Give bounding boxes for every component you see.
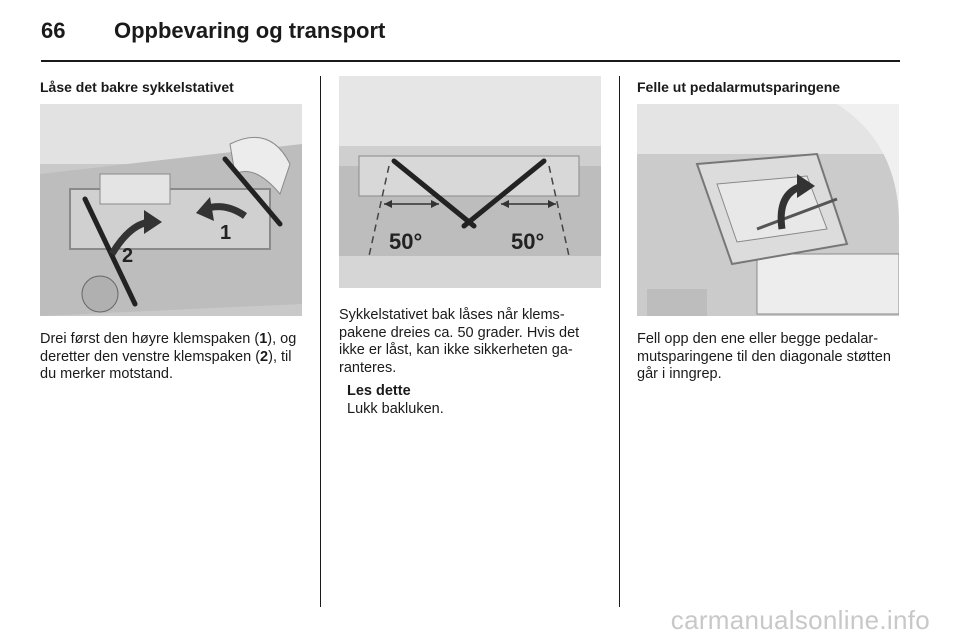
note-title: Les dette	[347, 383, 411, 399]
lever-angle-figure	[339, 76, 601, 288]
page-title: Oppbevaring og transport	[114, 18, 386, 43]
instruction-text: Sykkelstativet bak låses når klemspakene dreies ca. 50 grader. Hvis det ikke er låst, kan ikke sikkerheten garanteres.	[339, 307, 580, 376]
angle-label-left: 50°	[389, 229, 423, 254]
section-heading: Felle ut pedalarmutsparingene	[637, 79, 841, 95]
column-divider	[619, 76, 620, 607]
angle-label-right: 50°	[511, 229, 545, 254]
column-divider	[320, 76, 321, 607]
reference-1: 1	[259, 331, 268, 347]
pedal-recess-figure	[637, 104, 899, 316]
section-bike-rack-angle	[339, 76, 601, 418]
callout-1: 1	[220, 222, 232, 244]
page-number: 66	[41, 18, 66, 43]
note-box	[347, 383, 601, 418]
section-heading: Låse det bakre sykkelstativet	[40, 79, 234, 95]
instruction-text: Drei først den høyre klemspaken (1), og deretter den venstre klemspaken (2), til du merker motstand.	[40, 331, 297, 382]
watermark: carmanualsonline.info	[670, 605, 930, 635]
header-divider	[41, 60, 900, 62]
instruction-text: Fell opp den ene eller begge pedalarmutsparingene til den diagonale støtten går i inngrep.	[637, 331, 891, 382]
page-header	[41, 18, 385, 50]
section-lock-bike-rack	[40, 76, 302, 384]
section-fold-pedal-recesses	[637, 76, 899, 384]
reference-2: 2	[260, 348, 269, 365]
note-text: Lukk bakluken.	[347, 400, 444, 417]
bike-rack-levers-figure	[40, 104, 302, 316]
callout-2: 2	[122, 245, 134, 267]
